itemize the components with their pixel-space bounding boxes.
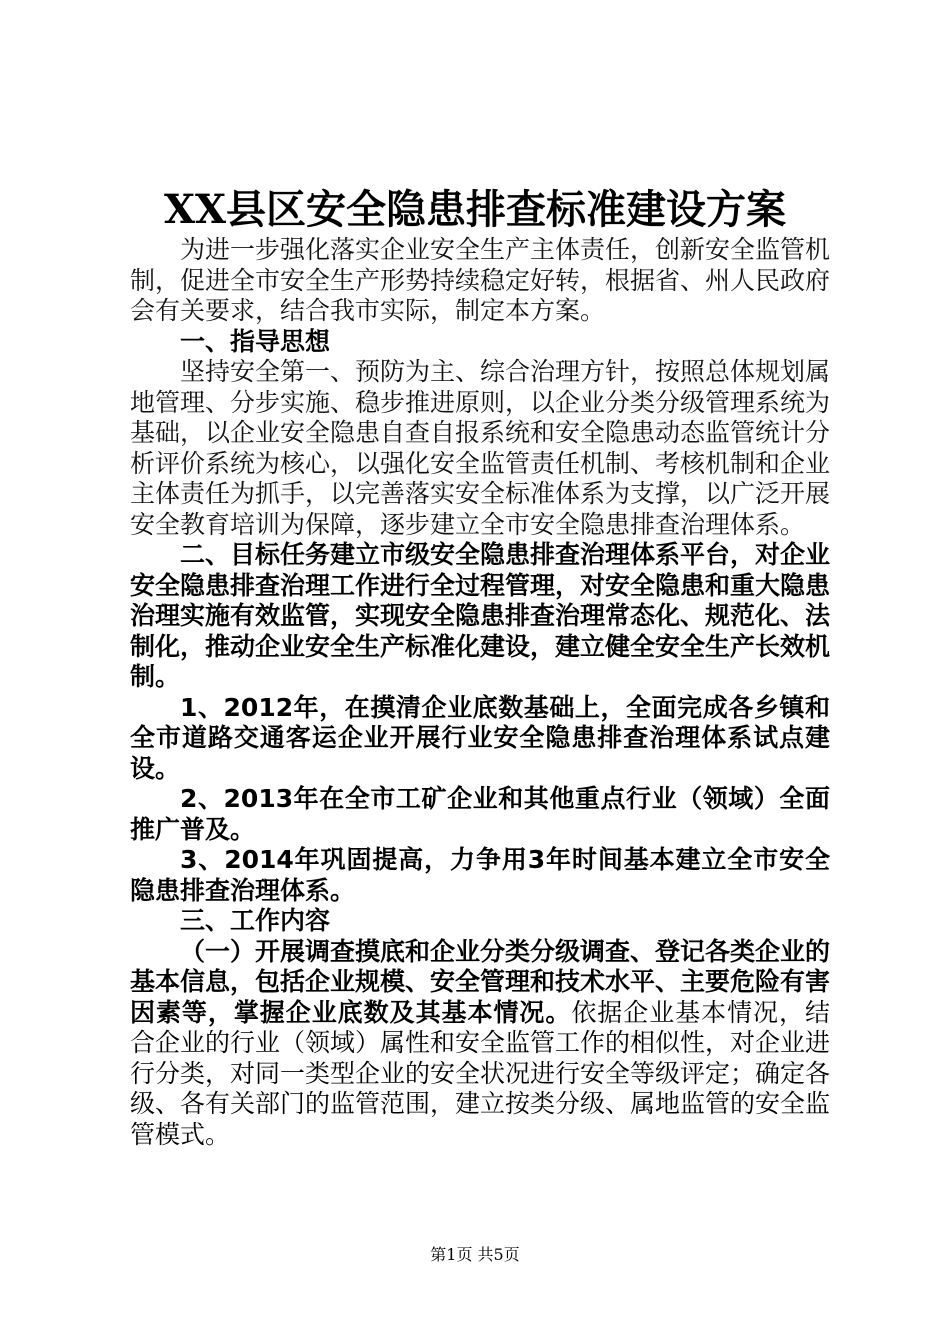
goal-item-2012: 1、2012年，在摸清企业底数基础上，全面完成各乡镇和全市道路交通客运企业开展行业安全隐患排查治理体系试点建设。 — [130, 692, 830, 783]
page-number: 第1页 共5页 — [430, 1245, 520, 1264]
goals-tasks-paragraph: 二、目标任务建立市级安全隐患排查治理体系平台，对企业安全隐患排查治理工作进行全过程管理，对安全隐患和重大隐患治理实施有效监管，实现安全隐患排查治理常态化、规范化、法制化，推动企业安全生产标准化建设，建立健全安全生产长效机制。 — [130, 540, 831, 691]
page-footer — [0, 1245, 950, 1265]
work-content-paragraph — [130, 937, 830, 1151]
goal-item-2014: 3、2014年巩固提高，力争用3年时间基本建立全市安全隐患排查治理体系。 — [130, 845, 830, 905]
document-body — [130, 235, 830, 1150]
intro-paragraph: 为进一步强化落实企业安全生产主体责任，创新安全监管机制，促进全市安全生产形势持续稳定好转，根据省、州人民政府会有关要求，结合我市实际，制定本方案。 — [130, 235, 831, 325]
section-heading-guiding-ideology: 一、指导思想 — [180, 326, 331, 356]
goal-item-2013: 2、2013年在全市工矿企业和其他重点行业（领域）全面推广普及。 — [130, 784, 830, 844]
document-title: XX县区安全隐患排查标准建设方案 — [163, 186, 787, 233]
section-heading-work-content: 三、工作内容 — [180, 906, 331, 935]
guiding-ideology-paragraph: 坚持安全第一、预防为主、综合治理方针，按照总体规划属地管理、分步实施、稳步推进原则，以企业分类分级管理系统为基础，以企业安全隐患自查自报系统和安全隐患动态监管统计分析评价系统为核心，以强化安全监管责任机制、考核机制和企业主体责任为抓手，以完善落实安全标准体系为支撑，以广泛开展安全教育培训为保障，逐步建立全市安全隐患排查治理体系。 — [130, 357, 831, 539]
work-content-normal-text: 依据企业基本情况，结合企业的行业（领域）属性和安全监管工作的相似性，对企业进行分类，对同一类型企业的安全状况进行安全等级评定；确定各级、各有关部门的监管范围，建立按类分级、属地监管的安全监管模式。 — [130, 997, 831, 1149]
work-content-bold-text: （一）开展调查摸底和企业分类分级调查、登记各类企业的基本信息，包括企业规模、安全管理和技术水平、主要危险有害因素等，掌握企业底数及其基本情况。 — [130, 936, 831, 1027]
